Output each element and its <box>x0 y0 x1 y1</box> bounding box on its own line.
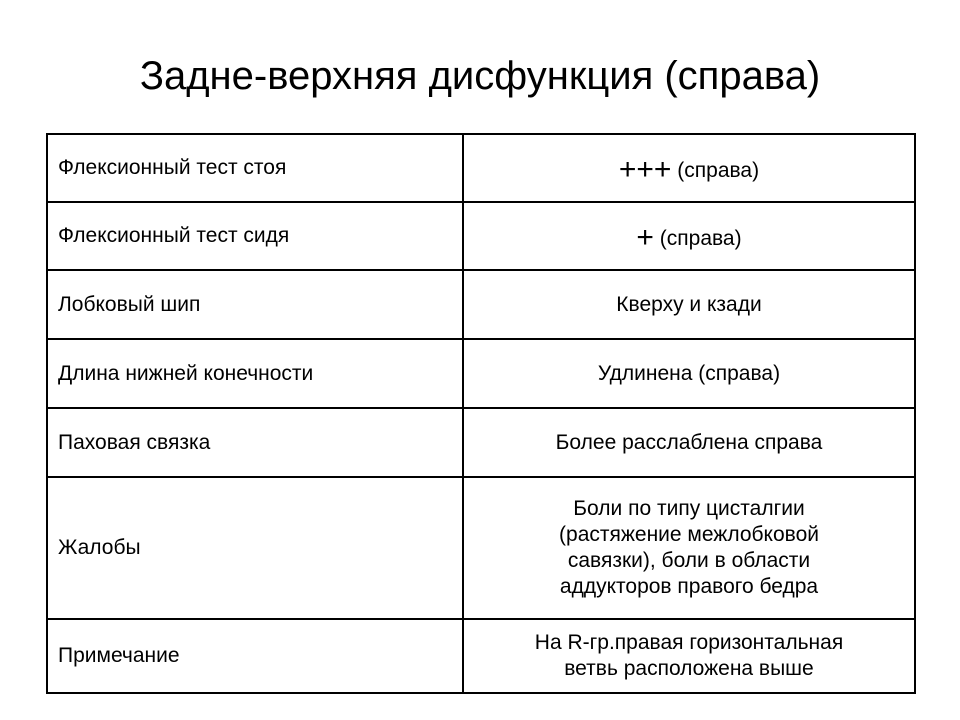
dysfunction-table <box>46 133 916 694</box>
table-row <box>47 477 915 619</box>
param-cell: Примечание <box>47 619 463 693</box>
value-line: Боли по типу цисталгии <box>573 497 805 520</box>
value-cell: Удлинена (справа) <box>463 339 915 408</box>
plus-sign: +++ <box>618 152 672 186</box>
param-cell: Лобковый шип <box>47 270 463 339</box>
value-line: (растяжение межлобковой <box>559 523 819 546</box>
table-row <box>47 408 915 477</box>
value-line: савязки), боли в области <box>567 549 811 572</box>
param-cell: Жалобы <box>47 477 463 619</box>
param-cell: Флексионный тест сидя <box>47 202 463 270</box>
value-cell: Более расслаблена справа <box>463 408 915 477</box>
value-line: На R-гр.правая горизонтальная <box>534 631 844 654</box>
value-cell: Кверху и кзади <box>463 270 915 339</box>
value-line: ветвь расположена выше <box>564 657 814 680</box>
value-cell <box>463 202 915 270</box>
table-row <box>47 339 915 408</box>
value-cell <box>463 477 915 619</box>
value-cell <box>463 134 915 202</box>
slide-title: Задне-верхняя дисфункция (справа) <box>139 54 821 98</box>
value-line: аддукторов правого бедра <box>559 575 819 598</box>
value-text: (справа) <box>671 158 760 182</box>
param-cell: Флексионный тест стоя <box>47 134 463 202</box>
param-cell: Паховая связка <box>47 408 463 477</box>
table-row <box>47 202 915 270</box>
param-cell: Длина нижней конечности <box>47 339 463 408</box>
plus-sign: + <box>636 220 654 254</box>
table-row <box>47 134 915 202</box>
table-row <box>47 270 915 339</box>
table-row <box>47 619 915 693</box>
value-text: (справа) <box>653 226 742 250</box>
value-cell <box>463 619 915 693</box>
